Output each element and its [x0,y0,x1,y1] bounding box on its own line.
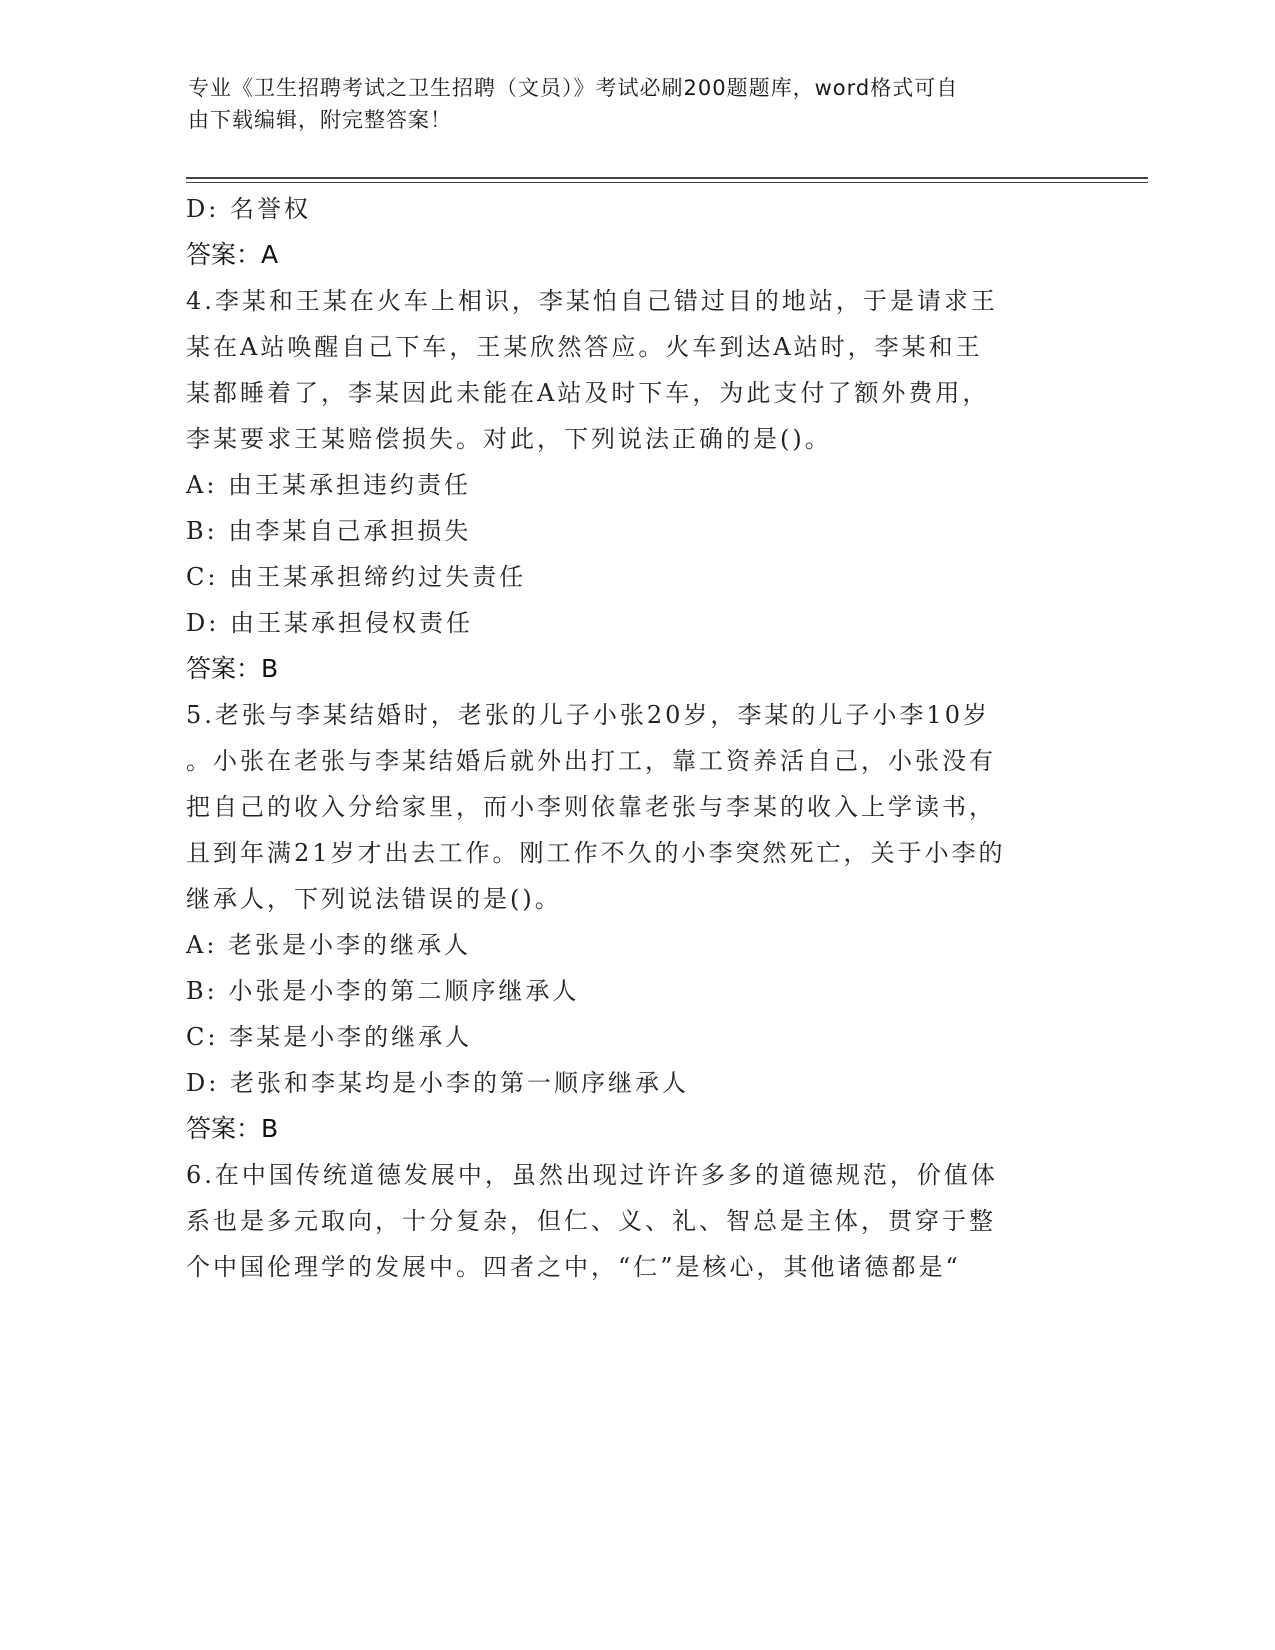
option-d: D: 老张和李某均是小李的第一顺序继承人 [186,1069,689,1097]
option-a: A: 由王某承担违约责任 [186,471,472,499]
question-text-line: 。小张在老张与李某结婚后就外出打工，靠工资养活自己，小张没有 [186,747,996,775]
option-c: C: 李某是小李的继承人 [186,1023,473,1051]
option-a: A: 老张是小李的继承人 [186,931,472,959]
header-line-1: 专业《卫生招聘考试之卫生招聘（文员）》考试必刷200题题库，word格式可自 [188,76,959,100]
question-text-line: 4.李某和王某在火车上相识，李某怕自己错过目的地站，于是请求王 [186,287,998,315]
header-rule-thin [186,182,1148,183]
answer-line: 答案：B [186,654,279,683]
question-content [186,186,1086,1290]
question-block-6 [186,1152,1086,1290]
option-b: B: 小张是小李的第二顺序继承人 [186,977,580,1005]
option-d: D: 由王某承担侵权责任 [186,609,473,637]
header-rule-thick [186,177,1148,179]
answer-line: 答案：A [186,240,279,269]
option-b: B: 由李某自己承担损失 [186,517,472,545]
option-c: C: 由王某承担缔约过失责任 [186,563,527,591]
question-text-line: 个中国伦理学的发展中。四者之中，“仁”是核心，其他诸德都是“ [186,1253,961,1281]
question-text-line: 系也是多元取向，十分复杂，但仁、义、礼、智总是主体，贯穿于整 [186,1207,996,1235]
question-block-4 [186,278,1086,692]
question-text-line: 继承人，下列说法错误的是()。 [186,885,562,913]
question-block-5 [186,692,1086,1152]
question-block [186,186,1086,278]
question-text-line: 5.老张与李某结婚时，老张的儿子小张20岁，李某的儿子小李10岁 [186,701,990,729]
question-text-line: 且到年满21岁才出去工作。刚工作不久的小李突然死亡，关于小李的 [186,839,1006,867]
question-text-line: 某都睡着了，李某因此未能在A站及时下车，为此支付了额外费用， [186,379,990,407]
document-header [188,72,1068,136]
question-text-line: 李某要求王某赔偿损失。对此，下列说法正确的是()。 [186,425,832,453]
question-text-line: 把自己的收入分给家里，而小李则依靠老张与李某的收入上学读书， [186,793,996,821]
header-line-2: 由下载编辑，附完整答案！ [188,108,452,132]
option-d: D: 名誉权 [186,195,311,223]
question-text-line: 某在A站唤醒自己下车，王某欣然答应。火车到达A站时，李某和王 [186,333,983,361]
answer-line: 答案：B [186,1114,279,1143]
question-text-line: 6.在中国传统道德发展中，虽然出现过许许多多的道德规范，价值体 [186,1161,998,1189]
